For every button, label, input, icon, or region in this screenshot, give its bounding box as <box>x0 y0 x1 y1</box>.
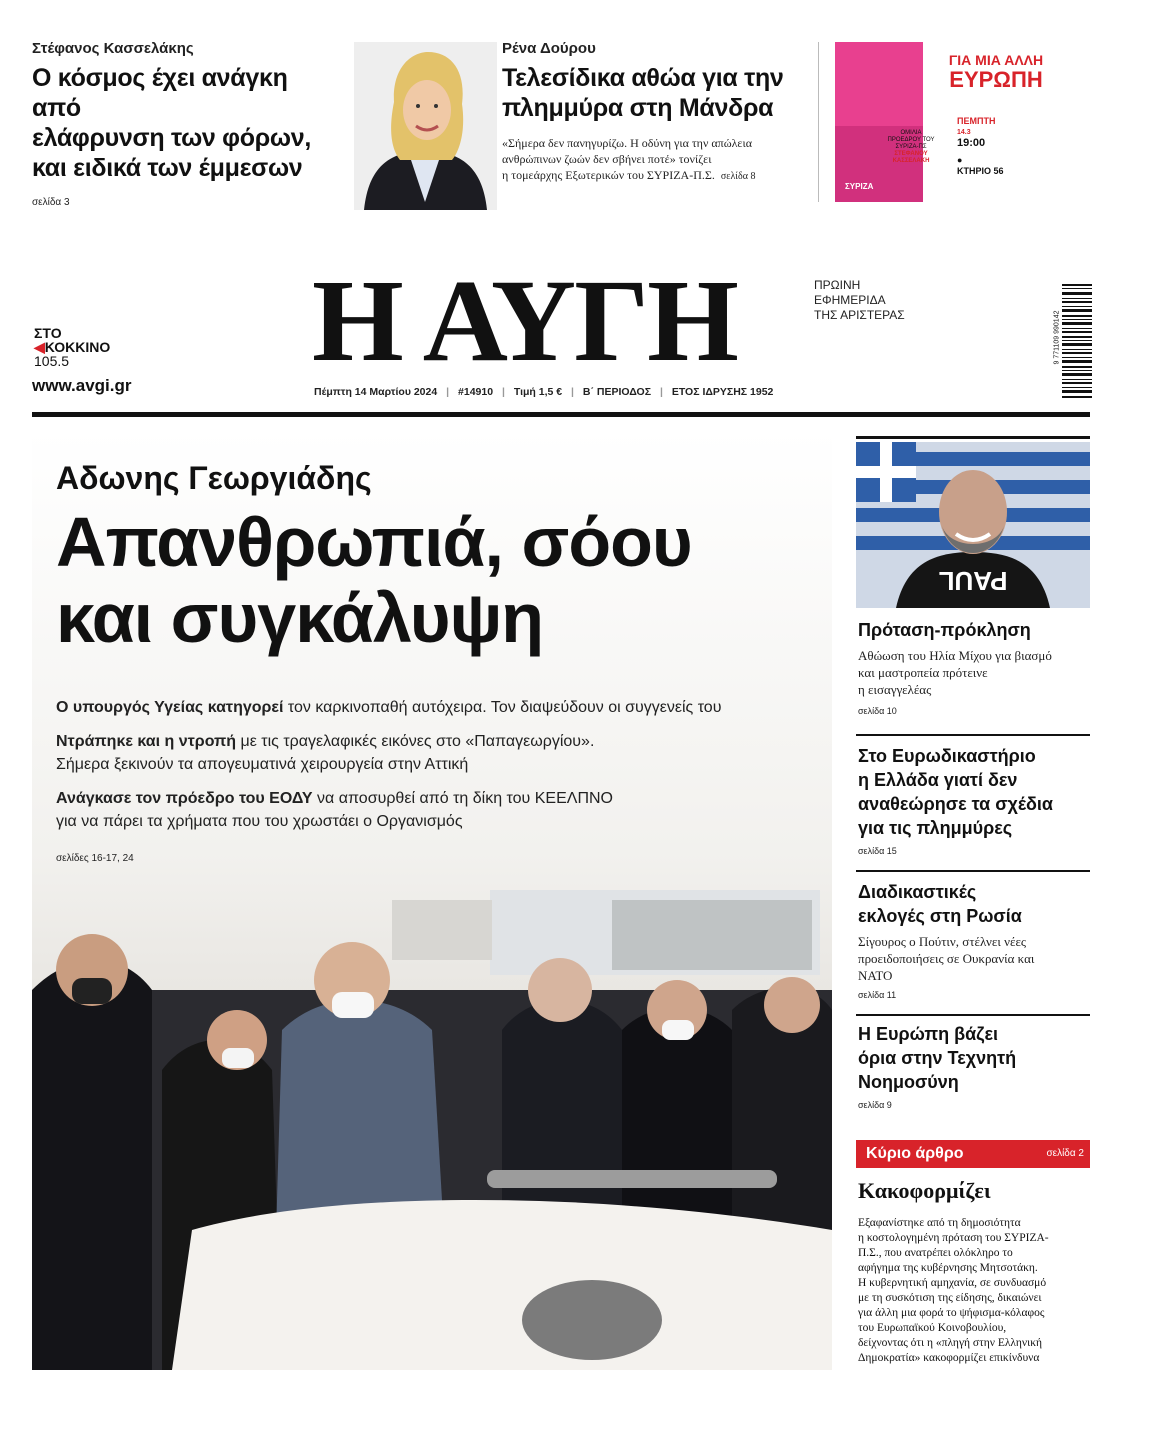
headline: Διαδικαστικές εκλογές στη Ρωσία <box>858 882 1022 926</box>
issue-info-bar: Πέμπτη 14 Μαρτίου 2024 | #14910 | Τιμή 1,5 € | Β΄ ΠΕΡΙΟΔΟΣ | ΕΤΟΣ ΙΔΡΥΣΗΣ 1952 <box>314 386 774 398</box>
main-headline: Απανθρωπιά, σόου και συγκάλυψη <box>56 503 692 657</box>
ad-title: ΓΙΑ ΜΙΑ ΑΛΛΗ ΕΥΡΩΠΗ <box>948 52 1044 92</box>
page-ref: σελίδα 9 <box>858 1100 892 1110</box>
top-story-dourou[interactable] <box>502 40 807 185</box>
main-bullets: Ο υπουργός Υγείας κατηγορεί τον καρκινοπαθή αυτόχειρα. Τον διαψεύδουν οι συγγενείς του Ντράπηκε και η ντροπή με τις τραγελαφικές εικόνες στο «Παπαγεωργίου». Σήμερα ξεκινούν τα απογευματινά χειρουργεία στην Αττική Ανάγκασε τον πρόεδρο του ΕΟΔΥ να αποσυρθεί από τη δίκη του ΚΕΕΛΠΝΟ για να πάρει τα χρήματα που του χρωστάει ο Οργανισμός σελίδες 16-17, 24 <box>56 696 816 870</box>
main-kicker: Αδωνης Γεωργιάδης <box>56 460 372 496</box>
headline: Στο Ευρωδικαστήριο η Ελλάδα γιατί δεν αναθεώρησε τα σχέδια για τις πλημμύρες <box>858 746 1053 838</box>
barcode: 9 771109 990142 <box>1048 282 1092 400</box>
radio-logo[interactable]: ΣΤΟ ◀ΚΟΚΚΙΝΟ 105.5 <box>34 325 111 369</box>
event-advertisement[interactable] <box>835 42 1065 202</box>
masthead-tagline: ΠΡΩΙΝΗ ΕΦΗΜΕΡΙΔΑ ΤΗΣ ΑΡΙΣΤΕΡΑΣ <box>814 278 905 322</box>
headline: Ο κόσμος έχει ανάγκη από ελάφρυνση των φόρων, και ειδικά των έμμεσων <box>32 64 311 182</box>
site-url[interactable]: www.avgi.gr <box>32 376 132 395</box>
kicker: Στέφανος Κασσελάκης <box>32 40 194 57</box>
bullet-3: Ανάγκασε τον πρόεδρο του ΕΟΔΥ να αποσυρθεί από τη δίκη του ΚΕΕΛΠΝΟ <box>56 790 613 807</box>
editorial-label: Κύριο άρθρο <box>866 1145 964 1162</box>
story-text: Σίγουρος ο Πούτιν, στέλνει νέες προειδοποιήσεις σε Ουκρανία και ΝΑΤΟ <box>858 934 1035 983</box>
page-ref: σελίδες 16-17, 24 <box>56 853 134 864</box>
masthead-rule <box>32 412 1090 417</box>
story-text: Αθώωση του Ηλία Μίχου για βιασμό και μαστροπεία πρότεινε η εισαγγελέας <box>858 648 1052 697</box>
page-ref: σελίδα 2 <box>1046 1148 1084 1159</box>
side-story-4[interactable] <box>858 1022 1090 1110</box>
page-ref: σελίδα 11 <box>858 990 897 1000</box>
side-story-3[interactable] <box>858 880 1090 1000</box>
location-pin-icon: ● <box>957 155 963 165</box>
dourou-photo <box>354 42 497 210</box>
editorial-text: Εξαφανίστηκε από τη δημοσιότητα η κοστολογημένη πρόταση του ΣΥΡΙΖΑ- Π.Σ., που ανατρέπει ολόκληρο το αφήγημα της κυβέρνησης Μητσοτάκη. Η κυβερνητική αμηχανία, σε συνδυασμό με τη συσκότιση της είδησης, δικαιώνει για άλλη μια φορά το ψήφισμα-κόλαφος του Ευρωπαϊκού Κοινοβουλίου, δείχνοντας ότι η «πληγή στην Ελληνική Δημοκρατία» κακοφορμίζει επικίνδυνα <box>858 1217 1049 1364</box>
bullet-2: Ντράπηκε και η ντροπή με τις τραγελαφικές εικόνες στο «Παπαγεωργίου». <box>56 733 595 750</box>
ad-speaker: ΟΜΙΛΙΑ ΠΡΟΕΔΡΟΥ ΤΟΥ ΣΥΡΙΖΑ-ΠΣ ΣΤΕΦΑΝΟΥ ΚΑΣΣΕΛΑΚΗ <box>887 130 935 164</box>
page-ref: σελίδα 10 <box>858 706 897 716</box>
page-ref: σελίδα 15 <box>858 846 897 856</box>
main-story[interactable] <box>32 430 832 1370</box>
svg-text:PAUL: PAUL <box>938 566 1008 596</box>
editorial-label-bar[interactable] <box>856 1140 1090 1168</box>
kicker: Ρένα Δούρου <box>502 40 596 57</box>
headline: Η Ευρώπη βάζει όρια στην Τεχνητή Νοημοσύνη <box>858 1024 1017 1092</box>
side-story-2[interactable] <box>858 744 1090 856</box>
page-ref: σελίδα 3 <box>32 197 70 208</box>
masthead-title: Η ΑΥΓΗ <box>312 255 737 386</box>
headline: Πρόταση-πρόκληση <box>858 620 1031 640</box>
radio-arrow-icon: ◀ <box>34 339 45 355</box>
ad-brand: ΣΥΡΙΖΑ <box>845 182 874 191</box>
headline: Τελεσίδικα αθώα για την πλημμύρα στη Μάνδρα <box>502 64 784 122</box>
editorial-title: Κακοφορμίζει <box>858 1178 991 1203</box>
michos-photo <box>856 442 1090 608</box>
ad-details: ΠΕΜΠΤΗ 14.3 19:00 ● ΚΤΗΡΙΟ 56 <box>957 116 1061 177</box>
story-text: «Σήμερα δεν πανηγυρίζω. Η οδύνη για την απώλεια ανθρώπινων ζωών δεν σβήνει ποτέ» τονίζει η τομεάρχης Εξωτερικών του ΣΥΡΙΖΑ-Π.Σ. σελίδα 8 <box>502 136 756 182</box>
top-story-kasselakis[interactable] <box>32 40 342 208</box>
page-ref: σελίδα 8 <box>720 171 756 182</box>
bullet-1: Ο υπουργός Υγείας κατηγορεί τον καρκινοπαθή αυτόχειρα. Τον διαψεύδουν οι συγγενείς του <box>56 699 722 716</box>
side-story-1[interactable] <box>858 618 1090 716</box>
